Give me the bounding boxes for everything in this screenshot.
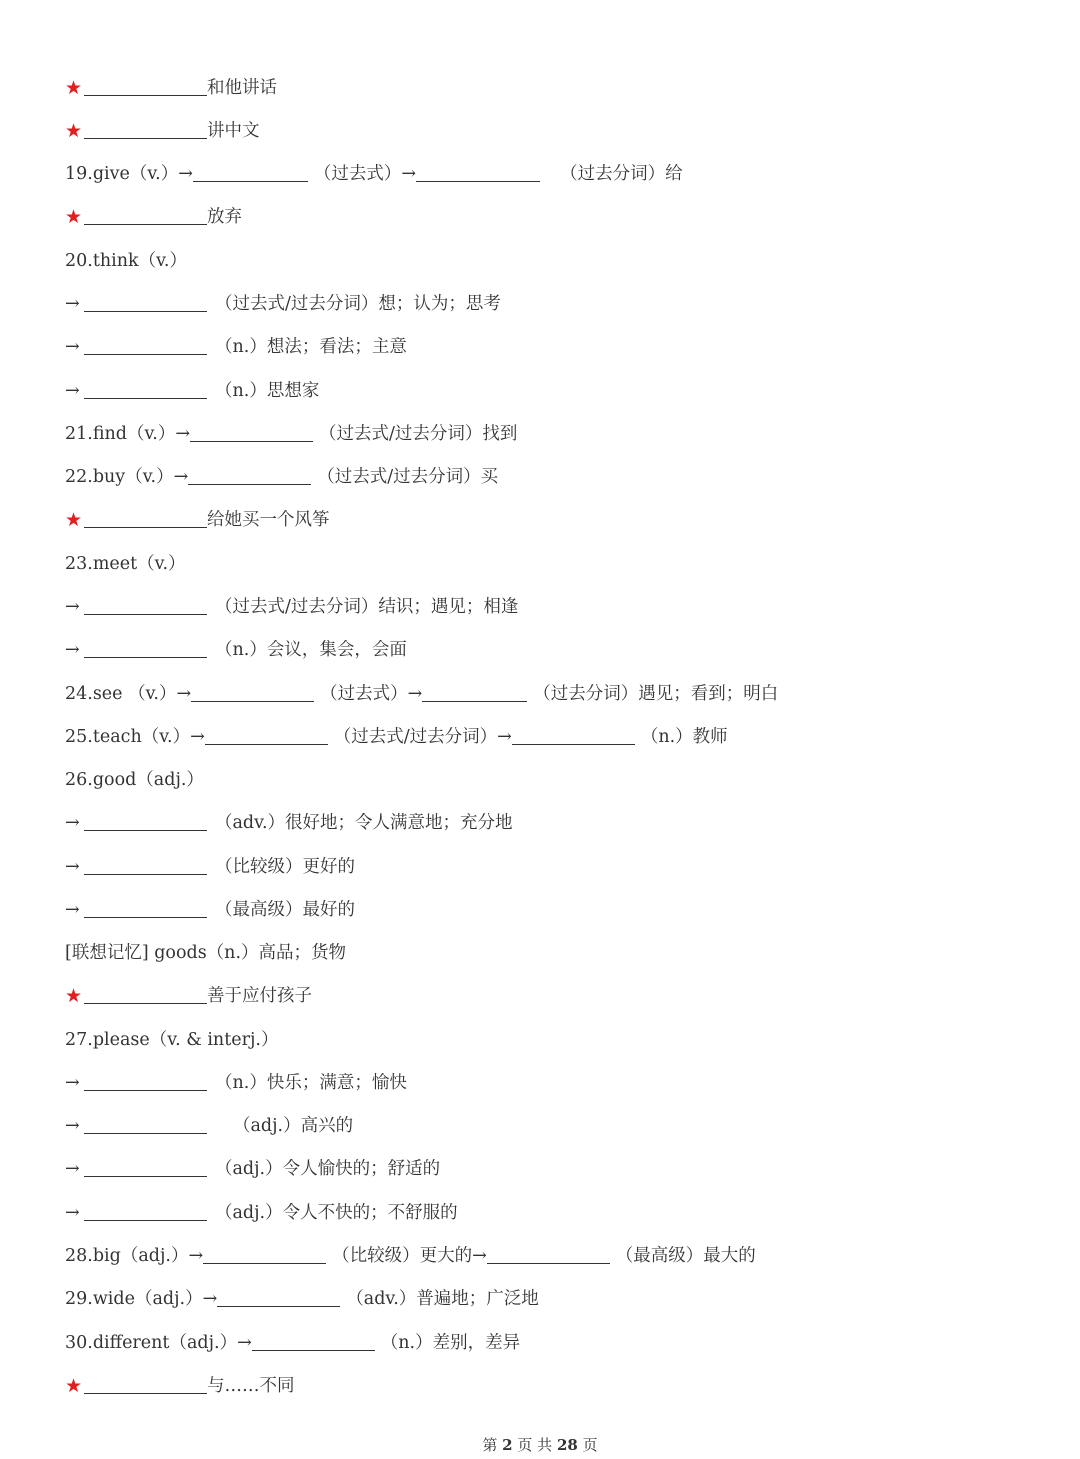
answer-blank[interactable] (84, 291, 207, 312)
vocab-item (65, 548, 186, 578)
arrow-icon: → (65, 1158, 80, 1179)
derivation-line (65, 1110, 353, 1140)
item-head: 21.find（v.）→ (65, 423, 191, 444)
vocab-item (65, 721, 728, 751)
prompt-text: 善于应付孩子 (207, 985, 312, 1006)
vocab-item (65, 158, 683, 188)
vocab-item (65, 418, 517, 448)
item-head: 29.wide（adj.）→ (65, 1288, 218, 1309)
answer-blank[interactable] (84, 594, 207, 615)
item-head: 27.please（v. & interj.） (65, 1029, 279, 1050)
answer-blank[interactable] (84, 334, 207, 355)
item-tail: （n.）教师 (640, 726, 728, 747)
prompt-text: （n.）想法；看法；主意 (215, 336, 407, 357)
answer-blank[interactable] (84, 897, 207, 918)
item-head: 28.big（adj.）→ (65, 1245, 204, 1266)
derivation-line (65, 1067, 407, 1097)
answer-blank[interactable] (422, 681, 527, 702)
item-head: 19.give（v.）→ (65, 163, 193, 184)
item-head: 25.teach（v.）→ (65, 726, 205, 747)
prompt-text: （最高级）最好的 (215, 899, 355, 920)
item-tail: （adv.）普遍地；广泛地 (346, 1288, 539, 1309)
prompt-text: （adj.）令人不快的；不舒服的 (215, 1202, 458, 1223)
answer-blank[interactable] (84, 1373, 207, 1394)
item-mid: （过去式）→ (320, 683, 423, 704)
answer-blank[interactable] (84, 983, 207, 1004)
arrow-icon: → (65, 293, 80, 314)
answer-blank[interactable] (84, 507, 207, 528)
answer-blank[interactable] (84, 810, 207, 831)
prompt-text: 放弃 (207, 206, 242, 227)
item-head: 23.meet（v.） (65, 553, 186, 574)
answer-blank[interactable] (188, 464, 311, 485)
total-pages: 28 (556, 1436, 578, 1454)
prompt-text: 和他讲话 (207, 77, 277, 98)
prompt-text: 给她买一个风筝 (207, 509, 330, 530)
item-head: 24.see （v.）→ (65, 683, 192, 704)
item-tail: （最高级）最大的 (615, 1245, 756, 1266)
answer-blank[interactable] (416, 161, 540, 182)
star-icon: ★ (65, 205, 83, 228)
star-line (65, 980, 312, 1010)
item-tail: （过去式/过去分词）买 (317, 466, 499, 487)
answer-blank[interactable] (487, 1243, 610, 1264)
arrow-icon: → (65, 812, 80, 833)
derivation-line (65, 634, 407, 664)
vocab-item (65, 461, 498, 491)
derivation-line (65, 288, 501, 318)
vocab-item (65, 1240, 756, 1270)
footer-mid: 页 共 (517, 1436, 553, 1454)
answer-blank[interactable] (84, 1070, 207, 1091)
item-head: 20.think（v.） (65, 250, 187, 271)
vocab-item (65, 1327, 520, 1357)
note-text: [联想记忆] goods（n.）高品；货物 (65, 942, 347, 963)
arrow-icon: → (65, 639, 80, 660)
footer-pre: 第 (482, 1436, 498, 1454)
answer-blank[interactable] (191, 681, 314, 702)
answer-blank[interactable] (84, 637, 207, 658)
item-tail: （过去分词）遇见；看到；明白 (533, 683, 779, 704)
item-tail: （过去式/过去分词）找到 (319, 423, 518, 444)
item-tail: （n.）差别，差异 (380, 1332, 521, 1353)
answer-blank[interactable] (203, 1243, 326, 1264)
star-icon: ★ (65, 984, 83, 1007)
arrow-icon: → (65, 1202, 80, 1223)
item-mid: （过去式）→ (313, 163, 417, 184)
arrow-icon: → (65, 380, 80, 401)
answer-blank[interactable] (190, 421, 313, 442)
arrow-icon: → (65, 1072, 80, 1093)
arrow-icon: → (65, 1115, 80, 1136)
prompt-text: （adv.）很好地；令人满意地；充分地 (215, 812, 513, 833)
vocab-item (65, 245, 187, 275)
derivation-line (65, 1197, 458, 1227)
answer-blank[interactable] (193, 161, 308, 182)
answer-blank[interactable] (84, 75, 207, 96)
arrow-icon: → (65, 856, 80, 877)
prompt-text: （过去式/过去分词）想；认为；思考 (215, 293, 501, 314)
derivation-line (65, 807, 513, 837)
prompt-text: （n.）思想家 (215, 380, 320, 401)
answer-blank[interactable] (84, 378, 207, 399)
answer-blank[interactable] (84, 1200, 207, 1221)
derivation-line (65, 331, 407, 361)
footer-post: 页 (582, 1436, 598, 1454)
answer-blank[interactable] (205, 724, 328, 745)
page-number: 2 (502, 1436, 513, 1454)
answer-blank[interactable] (84, 118, 207, 139)
answer-blank[interactable] (217, 1286, 340, 1307)
derivation-line (65, 1153, 440, 1183)
item-mid: （比较级）更大的→ (332, 1245, 487, 1266)
answer-blank[interactable] (84, 1156, 207, 1177)
derivation-line (65, 894, 355, 924)
prompt-text: （n.）会议，集会，会面 (215, 639, 407, 660)
star-line (65, 504, 330, 534)
vocab-item (65, 1024, 278, 1054)
page-footer (0, 1434, 1080, 1455)
answer-blank[interactable] (252, 1330, 375, 1351)
answer-blank[interactable] (84, 854, 207, 875)
vocab-item (65, 764, 204, 794)
arrow-icon: → (65, 899, 80, 920)
vocab-item (65, 678, 778, 708)
answer-blank[interactable] (84, 204, 207, 225)
star-icon: ★ (65, 508, 83, 531)
star-line (65, 115, 260, 145)
arrow-icon: → (65, 596, 80, 617)
prompt-text: （过去式/过去分词）结识；遇见；相逢 (215, 596, 519, 617)
prompt-text: 讲中文 (207, 120, 260, 141)
star-icon: ★ (65, 119, 83, 142)
derivation-line (65, 851, 355, 881)
prompt-text: （adj.）令人愉快的；舒适的 (215, 1158, 441, 1179)
answer-blank[interactable] (512, 724, 635, 745)
item-tail: （过去分词）给 (560, 163, 683, 184)
star-icon: ★ (65, 76, 83, 99)
item-head: 22.buy（v.）→ (65, 466, 189, 487)
arrow-icon: → (65, 336, 80, 357)
prompt-text: （n.）快乐；满意；愉快 (215, 1072, 407, 1093)
prompt-text: （adj.）高兴的 (233, 1115, 354, 1136)
answer-blank[interactable] (84, 1113, 207, 1134)
vocab-item (65, 1283, 539, 1313)
item-head: 30.different（adj.）→ (65, 1332, 252, 1353)
star-icon: ★ (65, 1374, 83, 1397)
item-mid: （过去式/过去分词）→ (333, 726, 512, 747)
star-line (65, 72, 277, 102)
star-line (65, 201, 242, 231)
memory-note (65, 937, 346, 967)
star-line (65, 1370, 295, 1400)
prompt-text: 与……不同 (207, 1375, 295, 1396)
derivation-line (65, 375, 319, 405)
prompt-text: （比较级）更好的 (215, 856, 355, 877)
item-head: 26.good（adj.） (65, 769, 204, 790)
derivation-line (65, 591, 518, 621)
